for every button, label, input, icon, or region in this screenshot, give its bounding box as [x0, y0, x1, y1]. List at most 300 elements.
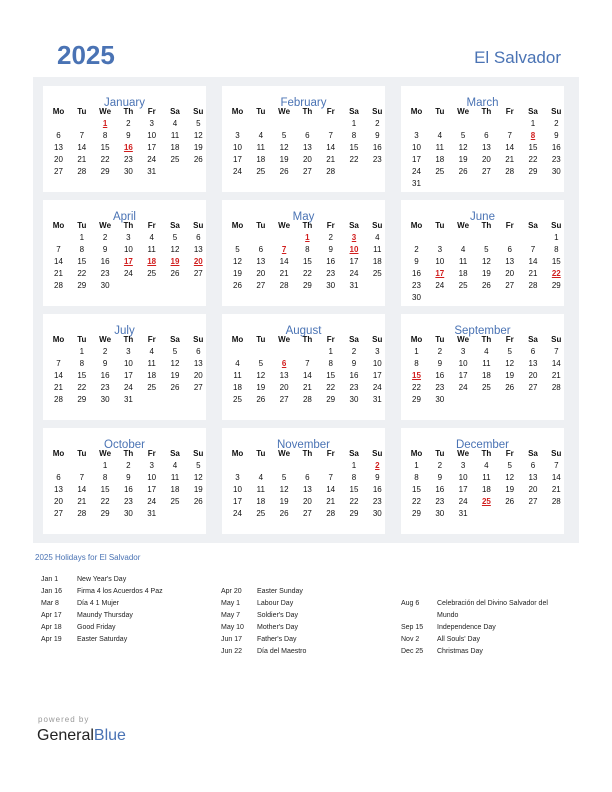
day-cell: 27 — [528, 497, 538, 506]
day-cell: 3 — [235, 131, 240, 140]
day-cell: 17 — [372, 371, 382, 380]
day-cell: 22 — [412, 383, 421, 392]
month-december — [401, 428, 564, 534]
day-cell: 25 — [147, 269, 157, 278]
day-cell: 26 — [505, 383, 515, 392]
day-cell: 4 — [149, 347, 154, 356]
day-cell: 2 — [328, 233, 333, 242]
day-cell: 4 — [258, 131, 264, 140]
weekday-header: Fr — [147, 221, 156, 230]
holiday-date: Dec 25 — [401, 648, 424, 655]
day-cell: 11 — [147, 245, 156, 254]
day-cell: 7 — [56, 245, 61, 254]
day-cell: 25 — [147, 383, 157, 392]
weekday-header: Fr — [505, 221, 514, 230]
weekday-header: Su — [372, 107, 383, 116]
day-cell: 2 — [414, 245, 419, 254]
weekday-header: Su — [372, 449, 383, 458]
day-cell: 23 — [551, 155, 561, 164]
day-cell: 13 — [505, 257, 515, 266]
day-cell: 21 — [279, 269, 289, 278]
day-cell: 13 — [193, 245, 203, 254]
day-cell: 27 — [193, 383, 203, 392]
day-cell: 16 — [435, 485, 445, 494]
day-cell: 30 — [100, 281, 110, 290]
day-cell: 11 — [256, 143, 265, 152]
day-cell: 24 — [349, 269, 359, 278]
brand-logo[interactable] — [37, 727, 126, 745]
day-cell: 4 — [484, 347, 489, 356]
holiday-date: Apr 17 — [41, 612, 62, 619]
holiday-day-cell: 22 — [551, 269, 561, 278]
day-cell: 7 — [56, 359, 61, 368]
day-cell: 26 — [256, 395, 266, 404]
weekday-header: Su — [193, 221, 204, 230]
day-cell: 11 — [482, 473, 491, 482]
day-cell: 21 — [77, 155, 87, 164]
weekday-header: Tu — [77, 107, 87, 116]
day-cell: 2 — [437, 347, 443, 356]
day-cell: 13 — [256, 257, 266, 266]
day-cell: 8 — [102, 473, 108, 482]
day-cell: 15 — [100, 485, 110, 494]
day-cell: 4 — [172, 461, 178, 470]
day-cell: 27 — [54, 167, 63, 176]
month-name: December — [455, 439, 510, 451]
day-cell: 20 — [302, 155, 312, 164]
holiday-date: Apr 18 — [41, 624, 62, 631]
weekday-header: We — [457, 335, 470, 344]
day-cell: 28 — [54, 281, 63, 290]
day-cell: 8 — [351, 131, 357, 140]
month-july — [43, 314, 206, 420]
day-cell: 8 — [414, 473, 419, 482]
weekday-header: Mo — [410, 107, 423, 116]
day-cell: 20 — [528, 485, 538, 494]
day-cell: 21 — [302, 383, 312, 392]
day-cell: 14 — [279, 257, 289, 266]
day-cell: 3 — [126, 347, 131, 356]
day-cell: 22 — [349, 155, 359, 164]
holiday-date: Jun 22 — [221, 648, 243, 655]
day-cell: 29 — [77, 281, 87, 290]
day-cell: 24 — [233, 167, 242, 176]
weekday-header: Sa — [170, 335, 180, 344]
day-cell: 18 — [256, 497, 266, 506]
day-cell: 9 — [351, 359, 357, 368]
year-title: 2025 — [57, 40, 115, 70]
month-name: October — [104, 439, 145, 451]
weekday-header: Th — [302, 335, 313, 344]
day-cell: 30 — [551, 167, 561, 176]
weekday-header: Tu — [77, 221, 87, 230]
day-cell: 18 — [233, 383, 242, 392]
weekday-header: Fr — [505, 335, 514, 344]
day-cell: 29 — [302, 281, 312, 290]
day-cell: 12 — [279, 485, 289, 494]
day-cell: 19 — [505, 485, 515, 494]
day-cell: 24 — [435, 281, 445, 290]
holiday-name: Easter Sunday — [257, 588, 303, 595]
weekday-header: Mo — [410, 335, 423, 344]
day-cell: 8 — [328, 359, 333, 368]
weekday-header: Th — [123, 449, 134, 458]
day-cell: 28 — [528, 281, 538, 290]
day-cell: 12 — [458, 143, 468, 152]
day-cell: 15 — [100, 143, 110, 152]
day-cell: 23 — [435, 497, 445, 506]
weekday-header: Su — [372, 335, 383, 344]
day-cell: 29 — [551, 281, 561, 290]
day-cell: 6 — [530, 461, 536, 470]
day-cell: 18 — [170, 485, 180, 494]
day-cell: 20 — [54, 155, 63, 164]
month-name: June — [470, 211, 495, 223]
weekday-header: Th — [302, 449, 313, 458]
day-cell: 9 — [102, 359, 108, 368]
weekday-header: Sa — [349, 335, 359, 344]
day-cell: 15 — [77, 371, 87, 380]
weekday-header: Th — [123, 107, 134, 116]
holiday-day-cell: 16 — [123, 143, 133, 152]
day-cell: 26 — [458, 167, 468, 176]
day-cell: 27 — [279, 395, 289, 404]
holiday-day-cell: 17 — [435, 269, 445, 278]
day-cell: 31 — [458, 509, 468, 518]
weekday-header: We — [99, 107, 112, 116]
month-name: July — [114, 325, 135, 337]
weekday-header: Fr — [326, 107, 335, 116]
weekday-header: Sa — [528, 449, 538, 458]
day-cell: 10 — [412, 143, 421, 152]
day-cell: 30 — [349, 395, 359, 404]
day-cell: 31 — [412, 179, 421, 188]
weekday-header: Tu — [256, 449, 266, 458]
day-cell: 26 — [505, 497, 515, 506]
day-cell: 16 — [372, 485, 382, 494]
weekday-header: Mo — [231, 221, 244, 230]
day-cell: 15 — [349, 485, 359, 494]
day-cell: 27 — [256, 281, 266, 290]
holiday-day-cell: 17 — [123, 257, 133, 266]
day-cell: 18 — [458, 269, 468, 278]
day-cell: 22 — [349, 497, 359, 506]
weekday-header: Fr — [326, 221, 335, 230]
holiday-name: Celebración del Divino Salvador del — [437, 600, 548, 607]
day-cell: 20 — [193, 371, 203, 380]
month-may — [222, 200, 385, 306]
day-cell: 8 — [351, 473, 357, 482]
day-cell: 11 — [256, 485, 265, 494]
day-cell: 24 — [458, 383, 468, 392]
day-cell: 8 — [305, 245, 310, 254]
day-cell: 6 — [507, 245, 512, 254]
day-cell: 18 — [481, 485, 491, 494]
weekday-header: Tu — [256, 335, 266, 344]
weekday-header: Fr — [326, 449, 335, 458]
holiday-date: Aug 6 — [401, 600, 420, 607]
weekday-header: Th — [302, 221, 313, 230]
day-cell: 28 — [302, 395, 312, 404]
day-cell: 10 — [372, 359, 382, 368]
day-cell: 10 — [458, 473, 468, 482]
day-cell: 6 — [305, 473, 310, 482]
weekday-header: Mo — [231, 107, 244, 116]
weekday-header: Su — [551, 221, 562, 230]
day-cell: 13 — [481, 143, 491, 152]
holiday-name: Mother's Day — [257, 624, 299, 631]
day-cell: 12 — [193, 131, 203, 140]
day-cell: 22 — [326, 383, 336, 392]
day-cell: 30 — [372, 509, 382, 518]
day-cell: 16 — [326, 257, 336, 266]
day-cell: 25 — [256, 509, 266, 518]
day-cell: 20 — [481, 155, 491, 164]
day-cell: 24 — [147, 497, 157, 506]
day-cell: 7 — [530, 245, 536, 254]
day-cell: 25 — [170, 497, 180, 506]
weekday-header: We — [99, 449, 112, 458]
day-cell: 16 — [100, 371, 110, 380]
holiday-name: Día del Maestro — [257, 648, 307, 655]
month-april — [43, 200, 206, 306]
day-cell: 21 — [551, 485, 561, 494]
day-cell: 19 — [256, 383, 266, 392]
weekday-header: We — [457, 107, 470, 116]
weekday-header: We — [278, 449, 291, 458]
day-cell: 25 — [256, 167, 266, 176]
day-cell: 14 — [505, 143, 515, 152]
month-january — [43, 86, 206, 192]
weekday-header: We — [457, 449, 470, 458]
day-cell: 30 — [100, 395, 110, 404]
holiday-name: Father's Day — [257, 636, 297, 643]
day-cell: 30 — [435, 509, 445, 518]
day-cell: 23 — [372, 155, 382, 164]
day-cell: 5 — [281, 473, 287, 482]
day-cell: 16 — [123, 485, 133, 494]
day-cell: 7 — [507, 131, 512, 140]
holiday-day-cell: 15 — [412, 371, 421, 380]
day-cell: 12 — [256, 371, 266, 380]
weekday-header: Sa — [349, 107, 359, 116]
holiday-date: Apr 20 — [221, 588, 242, 595]
day-cell: 29 — [77, 395, 87, 404]
holiday-date: Jun 17 — [221, 636, 243, 643]
day-cell: 4 — [437, 131, 443, 140]
day-cell: 8 — [102, 131, 108, 140]
day-cell: 18 — [147, 371, 157, 380]
day-cell: 16 — [372, 143, 382, 152]
day-cell: 22 — [100, 155, 110, 164]
holiday-name: New Year's Day — [77, 576, 127, 583]
day-cell: 7 — [305, 359, 310, 368]
day-cell: 30 — [123, 167, 133, 176]
day-cell: 29 — [100, 509, 110, 518]
day-cell: 17 — [147, 485, 157, 494]
day-cell: 17 — [233, 497, 242, 506]
holiday-day-cell: 8 — [530, 131, 536, 140]
day-cell: 28 — [54, 395, 63, 404]
day-cell: 19 — [481, 269, 491, 278]
day-cell: 15 — [551, 257, 561, 266]
day-cell: 1 — [351, 119, 357, 128]
day-cell: 9 — [437, 473, 443, 482]
day-cell: 9 — [375, 131, 380, 140]
day-cell: 13 — [54, 143, 63, 152]
day-cell: 10 — [123, 359, 133, 368]
weekday-header: Mo — [410, 221, 423, 230]
day-cell: 10 — [147, 131, 157, 140]
day-cell: 7 — [328, 473, 333, 482]
day-cell: 5 — [460, 131, 466, 140]
holiday-name: Christmas Day — [437, 648, 483, 655]
day-cell: 3 — [437, 245, 443, 254]
day-cell: 10 — [147, 473, 157, 482]
day-cell: 25 — [458, 281, 468, 290]
day-cell: 2 — [437, 461, 443, 470]
day-cell: 13 — [528, 359, 538, 368]
country-title: El Salvador — [474, 48, 561, 67]
day-cell: 17 — [412, 155, 421, 164]
day-cell: 27 — [302, 509, 312, 518]
holiday-name: Labour Day — [257, 600, 294, 607]
weekday-header: Sa — [170, 221, 180, 230]
day-cell: 15 — [302, 257, 312, 266]
weekday-header: Sa — [528, 335, 538, 344]
day-cell: 10 — [435, 257, 445, 266]
weekday-header: Su — [551, 449, 562, 458]
month-november — [222, 428, 385, 534]
month-august — [222, 314, 385, 420]
day-cell: 15 — [528, 143, 538, 152]
day-cell: 29 — [528, 167, 538, 176]
day-cell: 5 — [507, 461, 512, 470]
weekday-header: Sa — [349, 449, 359, 458]
holidays-title: 2025 Holidays for El Salvador — [35, 553, 141, 562]
day-cell: 7 — [79, 473, 85, 482]
day-cell: 25 — [170, 155, 180, 164]
day-cell: 30 — [412, 293, 421, 302]
month-name: January — [104, 97, 145, 109]
day-cell: 5 — [172, 233, 178, 242]
day-cell: 18 — [481, 371, 491, 380]
day-cell: 20 — [302, 497, 312, 506]
day-cell: 17 — [458, 485, 468, 494]
weekday-header: Mo — [231, 449, 244, 458]
weekday-header: Tu — [256, 107, 266, 116]
weekday-header: Su — [193, 449, 204, 458]
day-cell: 2 — [102, 233, 108, 242]
day-cell: 6 — [530, 347, 536, 356]
day-cell: 29 — [100, 167, 110, 176]
holiday-date: Apr 19 — [41, 636, 62, 643]
day-cell: 21 — [505, 155, 515, 164]
weekday-header: Th — [481, 107, 492, 116]
day-cell: 24 — [372, 383, 382, 392]
day-cell: 28 — [551, 383, 561, 392]
day-cell: 4 — [484, 461, 489, 470]
weekday-header: Th — [123, 221, 134, 230]
day-cell: 15 — [326, 371, 336, 380]
holiday-day-cell: 10 — [349, 245, 359, 254]
day-cell: 6 — [196, 347, 201, 356]
day-cell: 14 — [551, 473, 561, 482]
day-cell: 9 — [437, 359, 443, 368]
day-cell: 4 — [172, 119, 178, 128]
day-cell: 20 — [505, 269, 515, 278]
holiday-date: Jan 1 — [41, 576, 59, 583]
day-cell: 3 — [235, 473, 240, 482]
day-cell: 4 — [258, 473, 264, 482]
day-cell: 22 — [77, 269, 87, 278]
day-cell: 3 — [460, 347, 466, 356]
day-cell: 15 — [349, 143, 359, 152]
weekday-header: Tu — [435, 221, 445, 230]
weekday-header: We — [278, 221, 291, 230]
day-cell: 23 — [100, 383, 110, 392]
day-cell: 28 — [551, 497, 561, 506]
day-cell: 14 — [326, 485, 336, 494]
day-cell: 6 — [196, 233, 201, 242]
day-cell: 24 — [123, 383, 133, 392]
day-cell: 6 — [258, 245, 264, 254]
day-cell: 20 — [528, 371, 538, 380]
day-cell: 11 — [170, 473, 180, 482]
day-cell: 19 — [279, 497, 289, 506]
day-cell: 13 — [193, 359, 203, 368]
day-cell: 21 — [528, 269, 538, 278]
month-name: September — [454, 325, 511, 337]
day-cell: 21 — [326, 155, 336, 164]
day-cell: 24 — [147, 155, 157, 164]
day-cell: 6 — [305, 131, 310, 140]
day-cell: 14 — [77, 485, 87, 494]
holiday-day-cell: 19 — [170, 257, 180, 266]
day-cell: 18 — [170, 143, 180, 152]
weekday-header: Fr — [505, 107, 514, 116]
day-cell: 10 — [233, 485, 242, 494]
day-cell: 23 — [100, 269, 110, 278]
holiday-day-cell: 1 — [102, 119, 108, 128]
day-cell: 21 — [54, 383, 63, 392]
day-cell: 28 — [505, 167, 515, 176]
weekday-header: Sa — [170, 449, 180, 458]
day-cell: 13 — [528, 473, 538, 482]
month-october — [43, 428, 206, 534]
holiday-day-cell: 18 — [147, 257, 157, 266]
day-cell: 5 — [235, 245, 240, 254]
day-cell: 1 — [79, 347, 85, 356]
day-cell: 23 — [349, 383, 359, 392]
day-cell: 5 — [172, 347, 178, 356]
day-cell: 4 — [375, 233, 380, 242]
day-cell: 22 — [302, 269, 312, 278]
day-cell: 9 — [102, 245, 108, 254]
day-cell: 20 — [256, 269, 266, 278]
day-cell: 13 — [302, 143, 312, 152]
weekday-header: We — [278, 335, 291, 344]
holiday-date: Nov 2 — [401, 636, 420, 643]
weekday-header: Th — [481, 335, 492, 344]
day-cell: 26 — [170, 269, 180, 278]
holiday-name: Good Friday — [77, 624, 116, 631]
day-cell: 12 — [505, 359, 515, 368]
day-cell: 9 — [375, 473, 380, 482]
day-cell: 28 — [279, 281, 289, 290]
holiday-name: Soldier's Day — [257, 612, 299, 619]
holiday-day-cell: 25 — [481, 497, 491, 506]
